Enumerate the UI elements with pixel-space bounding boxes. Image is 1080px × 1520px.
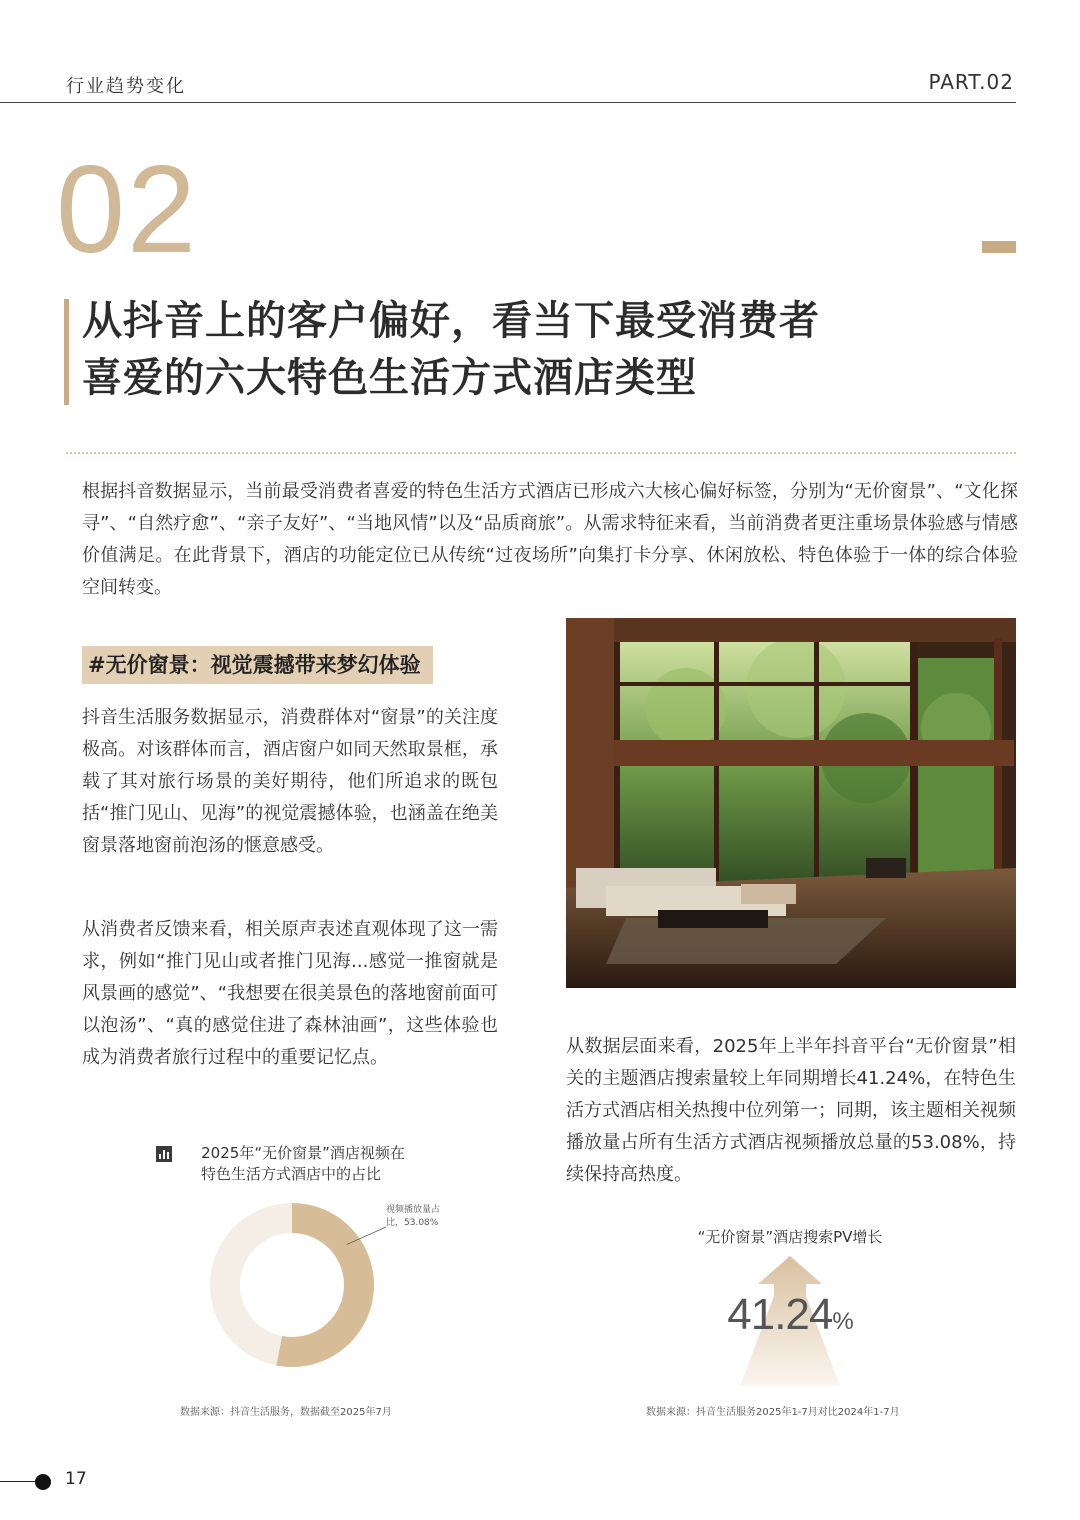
paragraph-data-level: 从数据层面来看，2025年上半年抖音平台“无价窗景”相关的主题酒店搜索量较上年同期增长41.24%，在特色生活方式酒店相关热搜中位列第一；同期，该主题相关视频播放量占所有生活方式酒店视频播放总量的53.08%，持续保持高热度。 [566, 1036, 1016, 1185]
donut-chart-title [156, 1143, 426, 1185]
pv-growth-value [690, 1290, 890, 1340]
chapter-number: 02 [56, 141, 198, 279]
donut-chart-title-line1: 2025年“无价窗景”酒店视频在 [201, 1144, 405, 1162]
donut-slice-label [386, 1204, 440, 1230]
page-number: 17 [65, 1469, 87, 1489]
section-tag: #无价窗景：视觉震撼带来梦幻体验 [82, 646, 433, 684]
page-title-line1: 从抖音上的客户偏好，看当下最受消费者 [82, 298, 820, 344]
page-number-line [0, 1481, 36, 1482]
page-number-dot [35, 1474, 51, 1490]
header-divider [0, 102, 1016, 103]
donut-slice-label-line2: 比，53.08% [386, 1218, 439, 1228]
pv-growth-unit: % [832, 1308, 853, 1335]
donut-slice-remainder [210, 1203, 292, 1365]
hotel-interior-photo [566, 618, 1016, 988]
intro-paragraph: 根据抖音数据显示，当前最受消费者喜爱的特色生活方式酒店已形成六大核心偏好标签，分别为“无价窗景”、“文化探寻”、“自然疗愈”、“亲子友好”、“当地风情”以及“品质商旅”。从需求特征来看，当前消费者更注重场景体验感与情感价值满足。在此背景下，酒店的功能定位已从传统“过夜场所”向集打卡分享、休闲放松、特色体验于一体的综合体验空间转变。 [82, 481, 1018, 598]
page-title-line2: 喜爱的六大特色生活方式酒店类型 [82, 355, 697, 401]
accent-block [982, 241, 1016, 253]
title-accent-bar [64, 299, 69, 405]
paragraph-window-attention: 抖音生活服务数据显示，消费群体对“窗景”的关注度极高。对该群体而言，酒店窗户如同天然取景框，承载了其对旅行场景的美好期待，他们所追求的既包括“推门见山、见海”的视觉震撼体验，也涵盖在绝美窗景落地窗前泡汤的惬意感受。 [82, 707, 498, 856]
pv-source-note: 数据来源：抖音生活服务2025年1-7月对比2024年1-7月 [646, 1407, 900, 1418]
dotted-divider [66, 452, 1016, 454]
section-header: 行业趋势变化 [66, 76, 186, 97]
donut-slice-label-line1: 视频播放量占 [386, 1205, 441, 1215]
pv-growth-title: “无价窗景”酒店搜索PV增长 [697, 1228, 883, 1246]
pv-growth-number: 41.24 [727, 1290, 833, 1339]
donut-chart-title-line2: 特色生活方式酒店中的占比 [200, 1165, 381, 1183]
donut-source-note: 数据来源：抖音生活服务，数据截至2025年7月 [180, 1407, 392, 1418]
paragraph-consumer-feedback: 从消费者反馈来看，相关原声表述直观体现了这一需求，例如“推门见山或者推门见海...感觉一推窗就是风景画的感觉”、“我想要在很美景色的落地窗前面可以泡汤”、“真的感觉住进了森林油画”，这些体验也成为消费者旅行过程中的重要记忆点。 [82, 919, 498, 1068]
part-label: PART.02 [928, 70, 1014, 94]
